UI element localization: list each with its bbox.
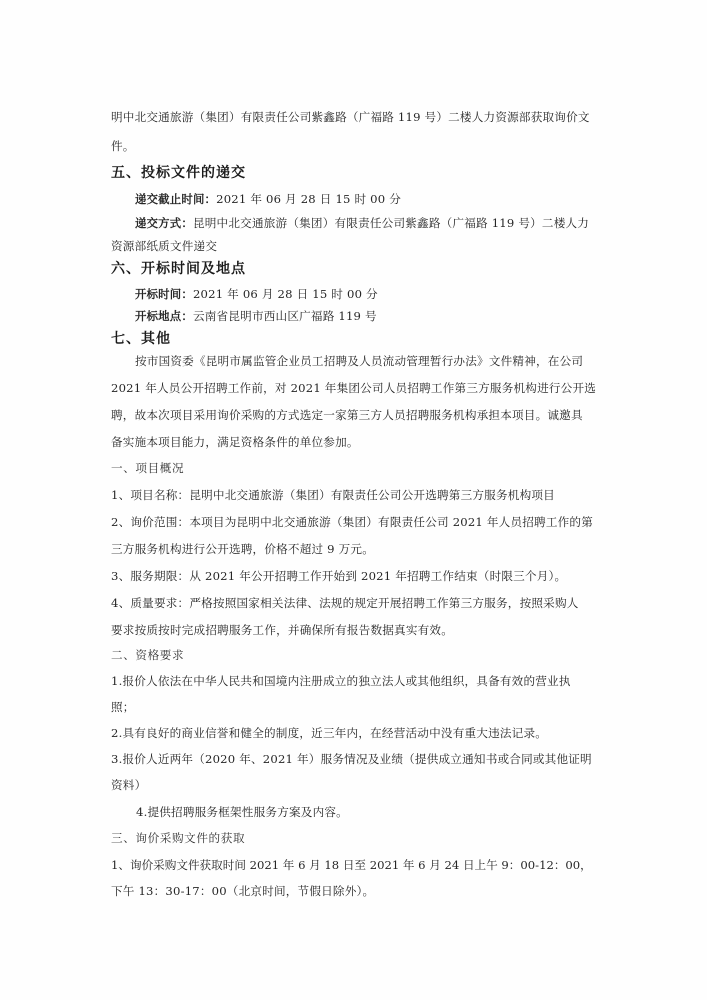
body-line: 明中北交通旅游（集团）有限责任公司紫鑫路（广福路 119 号）二楼人力资源部获取询价文 <box>111 110 590 124</box>
subsection-title-1: 一、项目概况 <box>111 461 185 475</box>
list-item: 2、询价范围：本项目为昆明中北交通旅游（集团）有限责任公司 2021 年人员招聘工作的第 <box>111 515 594 529</box>
method-continued: 资源部纸质文件递交 <box>111 239 218 253</box>
list-item: 2.具有良好的商业信誉和健全的制度，近三年内，在经营活动中没有重大违法记录。 <box>111 726 548 740</box>
subsection-title-2: 二、资格要求 <box>111 648 185 662</box>
section-heading-6: 六、开标时间及地点 <box>111 261 246 277</box>
method-label: 递交方式： <box>135 216 193 230</box>
deadline-label: 递交截止时间： <box>135 192 217 206</box>
deadline-line <box>135 192 401 207</box>
body-line: 件。 <box>111 139 135 153</box>
list-item: 4.提供招聘服务框架性服务方案及内容。 <box>136 805 348 819</box>
section-heading-7: 七、其他 <box>111 331 171 347</box>
list-item: 1、询价采购文件获取时间 2021 年 6 月 18 日至 2021 年 6 月 24 日上午 9：00-12：00， <box>111 858 592 872</box>
open-place-value: 云南省昆明市西山区广福路 119 号 <box>192 309 377 323</box>
body-line: 备实施本项目能力，满足资格条件的单位参加。 <box>111 435 359 449</box>
body-line: 聘，故本次项目采用询价采购的方式选定一家第三方人员招聘服务机构承担本项目。诚邀具 <box>111 408 583 422</box>
body-line: 按市国资委《昆明市属监管企业员工招聘及人员流动管理暂行办法》文件精神，在公司 <box>135 354 584 368</box>
method-line <box>135 216 589 231</box>
open-time-label: 开标时间： <box>135 287 193 301</box>
list-item: 三方服务机构进行公开选聘，价格不超过 9 万元。 <box>111 542 375 556</box>
subsection-title-3: 三、询价采购文件的获取 <box>111 831 246 845</box>
open-place-label: 开标地点： <box>135 309 193 323</box>
list-item: 3.报价人近两年（2020 年、2021 年）服务情况及业绩（提供成立通知书或合同或其他证明 <box>111 752 592 766</box>
deadline-value: 2021 年 06 月 28 日 15 时 00 分 <box>216 192 401 206</box>
list-item: 1、项目名称：昆明中北交通旅游（集团）有限责任公司公开选聘第三方服务机构项目 <box>111 488 555 502</box>
list-item: 要求按质按时完成招聘服务工作，并确保所有报告数据真实有效。 <box>111 623 454 637</box>
method-value: 昆明中北交通旅游（集团）有限责任公司紫鑫路（广福路 119 号）二楼人力 <box>192 216 590 230</box>
open-time-line <box>135 287 378 302</box>
open-time-value: 2021 年 06 月 28 日 15 时 00 分 <box>192 287 378 301</box>
list-item: 下午 13：30-17：00（北京时间，节假日除外）。 <box>111 884 375 898</box>
list-item: 资料） <box>111 778 147 792</box>
list-item: 3、服务期限：从 2021 年公开招聘工作开始到 2021 年招聘工作结束（时限三个月）。 <box>111 569 567 583</box>
list-item: 4、质量要求：严格按照国家相关法律、法规的规定开展招聘工作第三方服务，按照采购人 <box>111 596 579 610</box>
body-line: 2021 年人员公开招聘工作前，对 2021 年集团公司人员招聘工作第三方服务机构进行公开选 <box>111 381 597 395</box>
section-heading-5: 五、投标文件的递交 <box>111 165 246 181</box>
list-item: 照； <box>111 700 135 714</box>
open-place-line <box>135 309 377 324</box>
list-item: 1.报价人依法在中华人民共和国境内注册成立的独立法人或其他组织，具备有效的营业执 <box>111 674 571 688</box>
